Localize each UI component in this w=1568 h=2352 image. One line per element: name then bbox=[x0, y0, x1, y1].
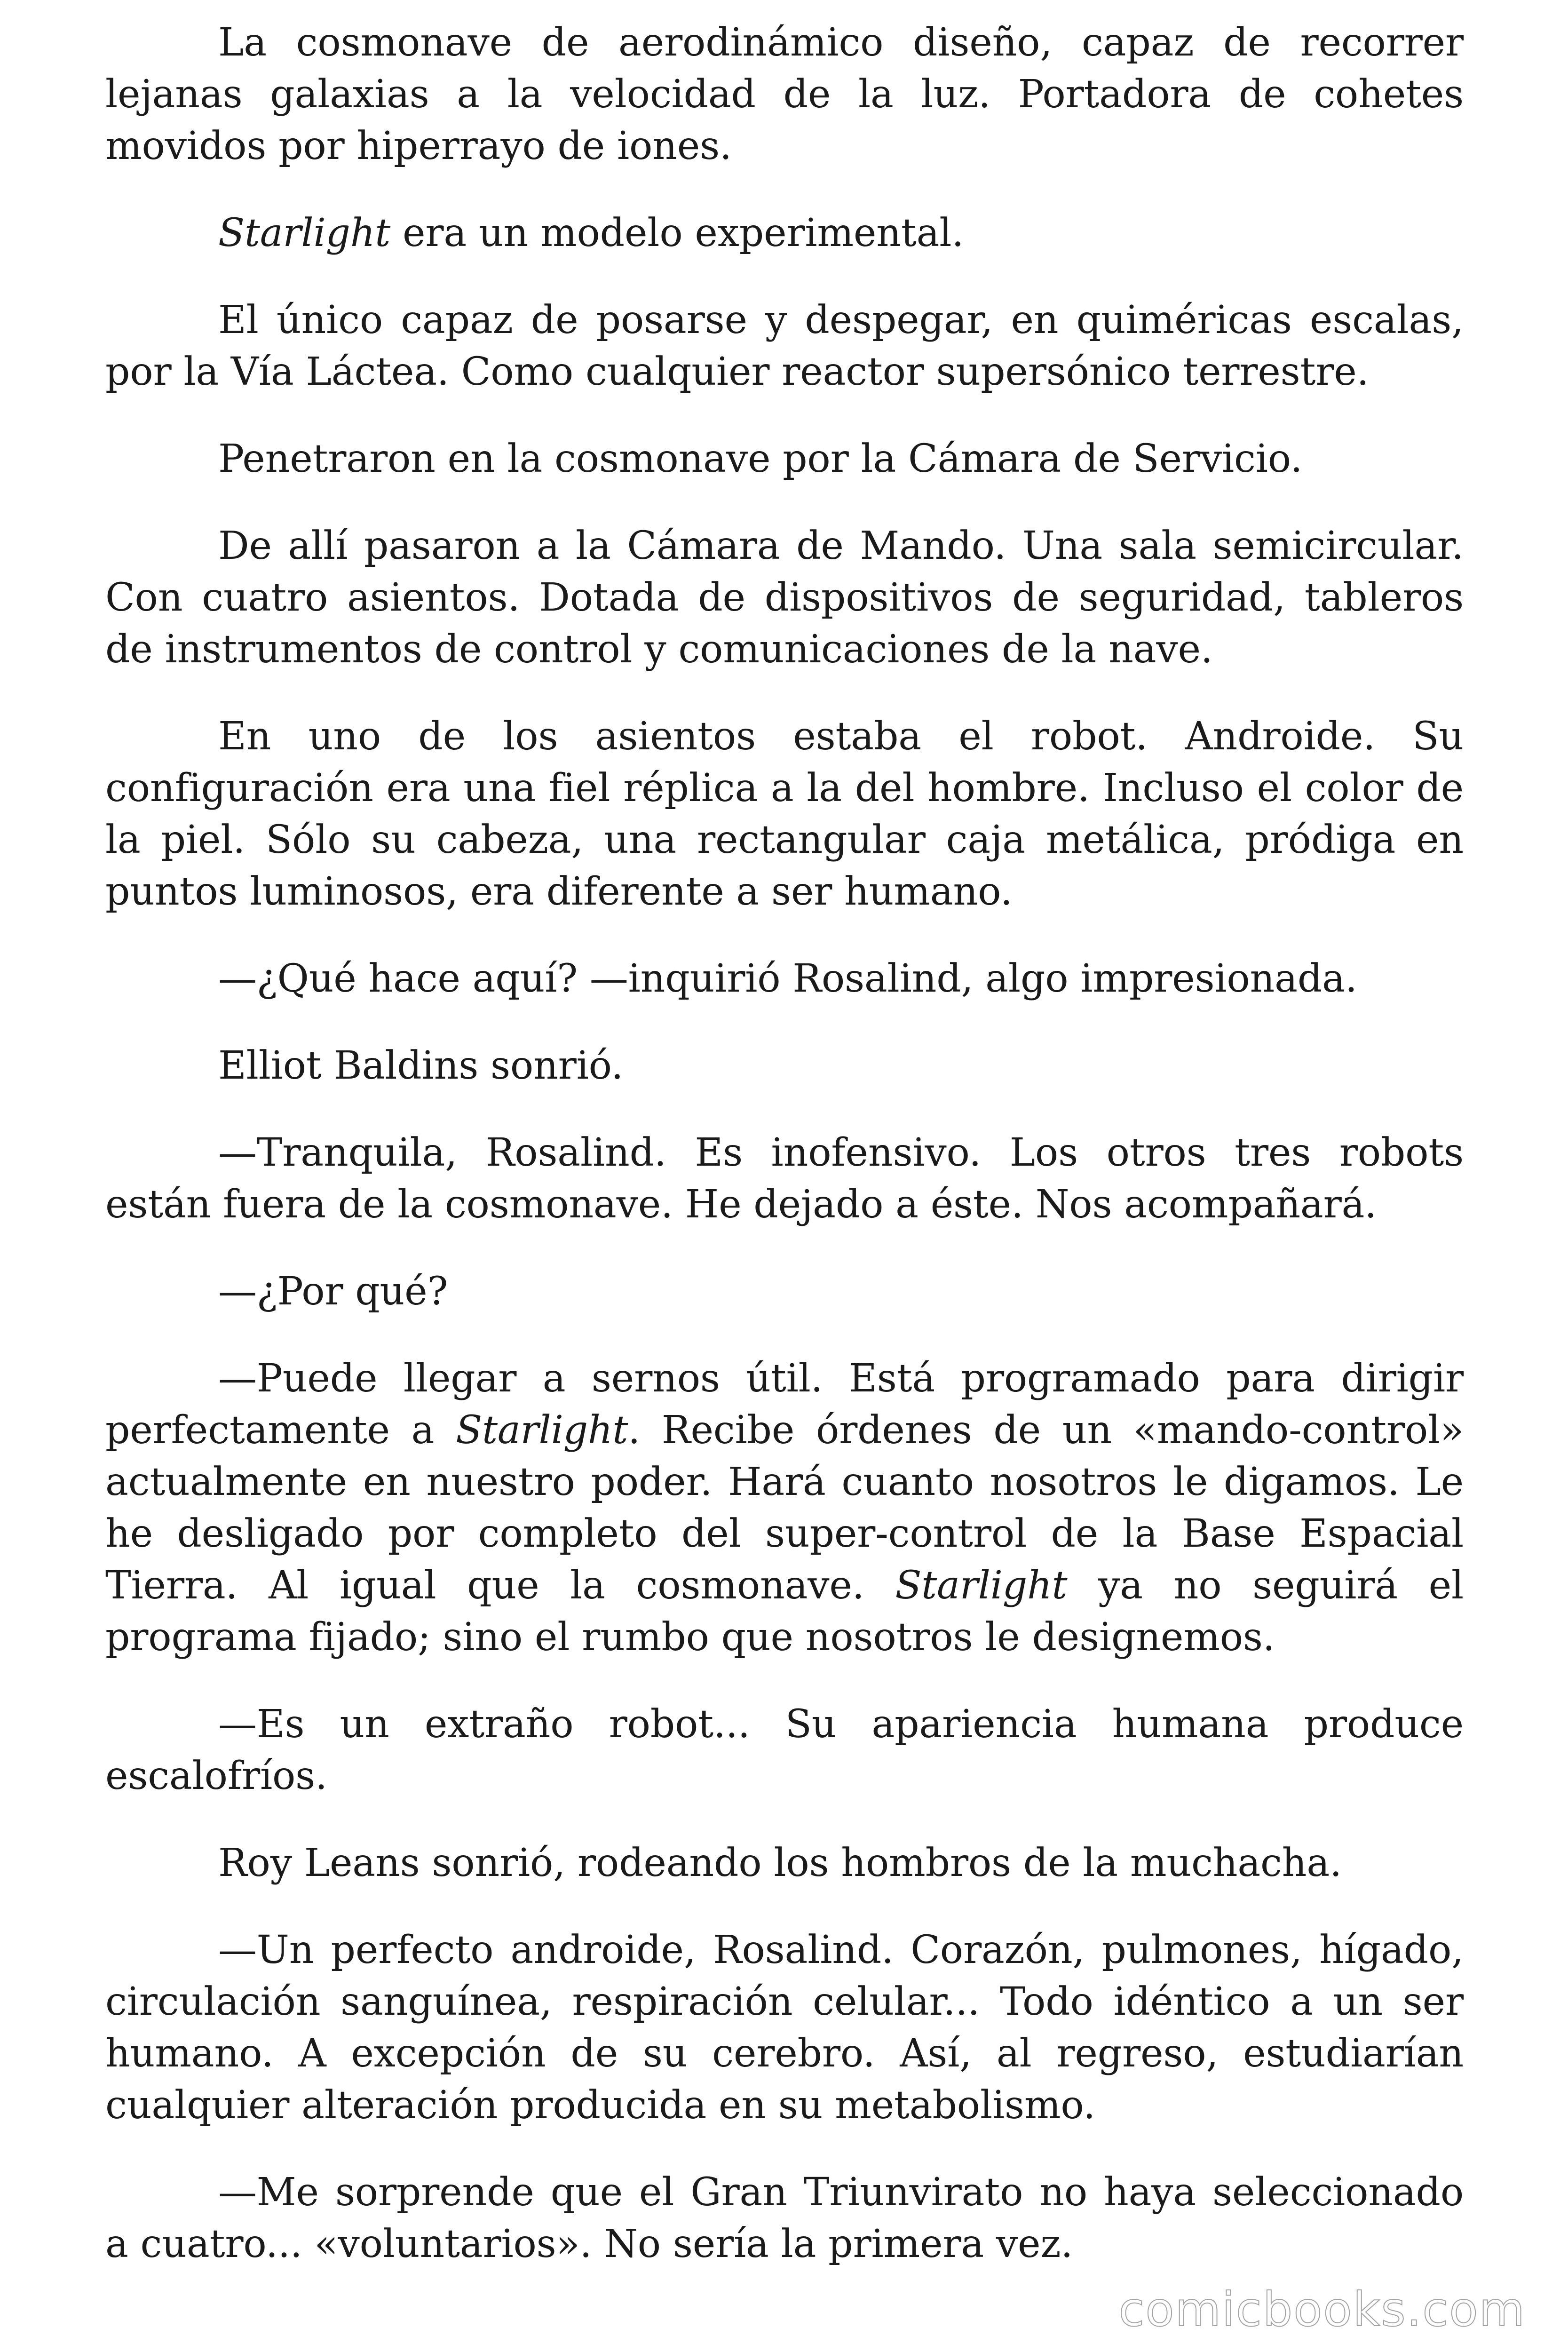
paragraph-text: —¿Por qué? bbox=[218, 1269, 448, 1314]
paragraph-text: ya no seguirá el programa fijado; sino el rumbo que nosotros le designemos. bbox=[105, 1563, 1464, 1660]
paragraph-text: —Puede llegar a sernos útil. Está programado para dirigir perfectamente a bbox=[105, 1356, 1464, 1453]
paragraph bbox=[105, 17, 1464, 172]
watermark: comicbooks.com bbox=[1118, 2282, 1526, 2337]
paragraph-text: —Un perfecto androide, Rosalind. Corazón, pulmones, hígado, circulación sanguínea, respiración celular... Todo idéntico a un ser humano. A excepción de su cerebro. Así, al regreso, estudiarían cualquier alteración producida en su metabolismo. bbox=[105, 1928, 1464, 2128]
dialogue-paragraph bbox=[105, 953, 1464, 1005]
paragraph bbox=[105, 1837, 1464, 1889]
paragraph bbox=[105, 520, 1464, 675]
dialogue-paragraph bbox=[105, 1353, 1464, 1663]
paragraph-text-italic: Starlight bbox=[218, 211, 391, 255]
dialogue-paragraph bbox=[105, 1924, 1464, 2131]
paragraph-text: El único capaz de posarse y despegar, en quiméricas escalas, por la Vía Láctea. Como cualquier reactor supersónico terrestre. bbox=[105, 298, 1464, 394]
paragraph-text: Elliot Baldins sonrió. bbox=[218, 1043, 624, 1088]
paragraph-text-italic: Starlight bbox=[456, 1408, 628, 1453]
dialogue-paragraph bbox=[105, 1127, 1464, 1231]
paragraph-text: De allí pasaron a la Cámara de Mando. Una sala semicircular. Con cuatro asientos. Dotada de dispositivos de seguridad, tableros de instrumentos de control y comunicaciones de la nave. bbox=[105, 524, 1464, 672]
dialogue-paragraph bbox=[105, 1266, 1464, 1318]
paragraph bbox=[105, 207, 1464, 259]
paragraph-text: La cosmonave de aerodinámico diseño, capaz de recorrer lejanas galaxias a la velocidad de la luz. Portadora de cohetes movidos por hiperrayo de iones. bbox=[105, 20, 1464, 168]
dialogue-paragraph bbox=[105, 2167, 1464, 2270]
paragraph-text: era un modelo experimental. bbox=[390, 211, 964, 255]
paragraph bbox=[105, 1040, 1464, 1092]
paragraph-text: —Me sorprende que el Gran Triunvirato no haya seleccionado a cuatro... «voluntarios». No sería la primera vez. bbox=[105, 2170, 1464, 2266]
paragraph-text: —Es un extraño robot... Su apariencia humana produce escalofríos. bbox=[105, 1702, 1464, 1798]
paragraph-text: . Recibe órdenes de un «mando-control» actualmente en nuestro poder. Hará cuanto nosotros le digamos. Le he desligado por completo del super-control de la Base Espacial Tierra. Al igual que la cosmonave. bbox=[105, 1408, 1464, 1608]
paragraph-text: —Tranquila, Rosalind. Es inofensivo. Los otros tres robots están fuera de la cosmonave. He dejado a éste. Nos acompañará. bbox=[105, 1130, 1464, 1227]
book-page bbox=[105, 17, 1464, 2270]
paragraph-text: —¿Qué hace aquí? —inquirió Rosalind, algo impresionada. bbox=[218, 956, 1357, 1001]
paragraph bbox=[105, 294, 1464, 398]
paragraph bbox=[105, 711, 1464, 918]
paragraph bbox=[105, 433, 1464, 485]
paragraph-text-italic: Starlight bbox=[895, 1563, 1068, 1608]
paragraph-text: En uno de los asientos estaba el robot. Androide. Su configuración era una fiel réplica a la del hombre. Incluso el color de la piel. Sólo su cabeza, una rectangular caja metálica, pródiga en puntos luminosos, era diferente a ser humano. bbox=[105, 714, 1464, 914]
dialogue-paragraph bbox=[105, 1699, 1464, 1802]
paragraph-text: Penetraron en la cosmonave por la Cámara de Servicio. bbox=[218, 437, 1303, 481]
paragraph-text: Roy Leans sonrió, rodeando los hombros de la muchacha. bbox=[218, 1841, 1342, 1885]
